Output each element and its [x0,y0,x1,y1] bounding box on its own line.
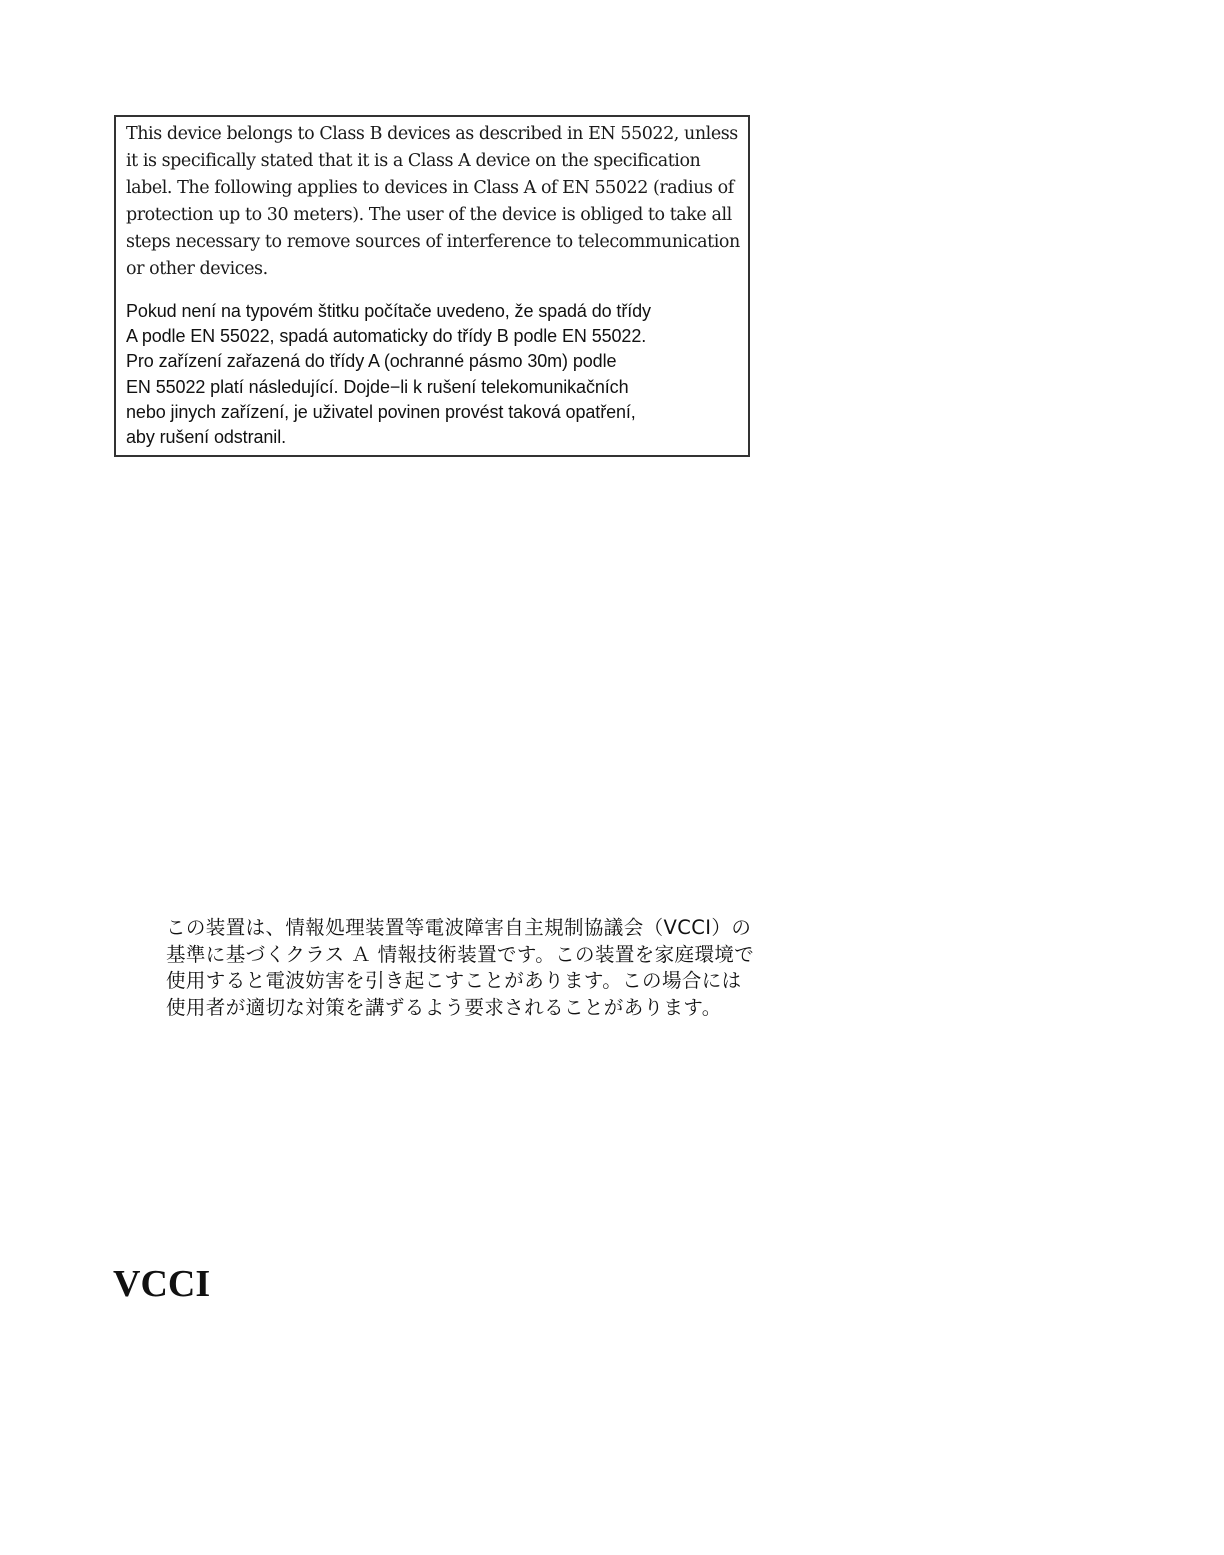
notice-box [114,115,750,457]
jp-notice-line: この装置は、情報処理装置等電波障害自主規制協議会（VCCI）の [166,916,752,939]
vcci-heading: VCCI [113,1263,211,1305]
jp-notice-text [166,915,806,1021]
jp-notice-line: 使用者が適切な対策を講ずるよう要求されることがあります。 [166,995,722,1019]
en-notice-line: This device belongs to Class B devices as described in EN 55022, unless [126,124,738,144]
en-notice-line: label. The following applies to devices in Class A of EN 55022 (radius of [126,178,734,198]
cz-notice-line: Pro zařízení zařazená do třídy A (ochranné pásmo 30m) podle [126,351,617,372]
cz-notice-line: nebo jinych zařízení, je uživatel povinen provést taková opatření, [126,401,636,422]
en-notice-line: protection up to 30 meters). The user of the device is obliged to take all [126,205,732,225]
en-notice-line: it is specifically stated that it is a Class A device on the specification [126,151,701,171]
cz-notice-line: aby rušení odstranil. [126,427,286,448]
jp-notice-line: 使用すると電波妨害を引き起こすことがあります。この場合には [166,969,742,992]
cz-notice-line: A podle EN 55022, spadá automaticky do třídy B podle EN 55022. [126,326,647,347]
cz-notice-line: EN 55022 platí následující. Dojde−li k rušení telekomunikačních [126,376,629,397]
cz-notice-text [126,299,742,450]
en-notice-line: or other devices. [126,259,268,279]
jp-notice-line: 基準に基づくクラス Ａ 情報技術装置です。この装置を家庭環境で [166,942,755,966]
en-notice-text [126,121,742,283]
cz-notice-line: Pokud není na typovém štitku počítače uvedeno, že spadá do třídy [126,301,651,321]
en-notice-line: steps necessary to remove sources of interference to telecommunication [126,232,740,252]
